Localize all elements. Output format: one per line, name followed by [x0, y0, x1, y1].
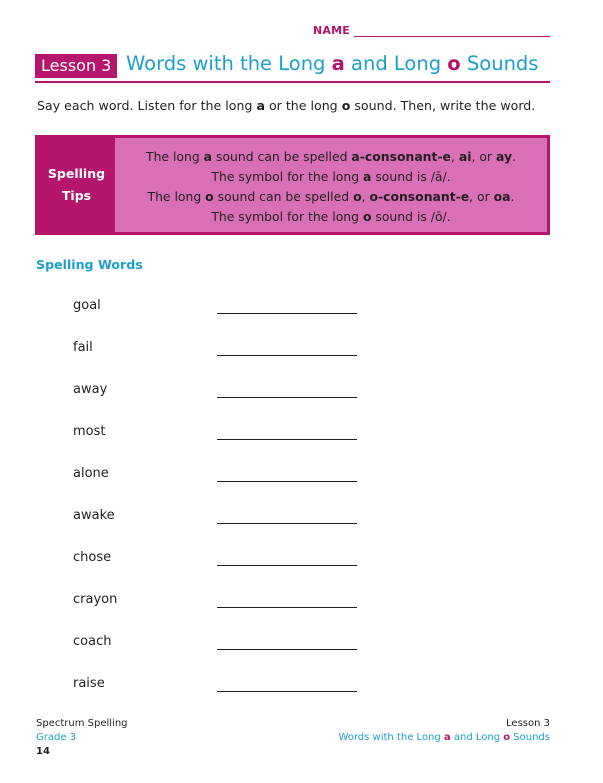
- tip-line-2: The symbol for the long a sound is /ā/.: [211, 169, 451, 184]
- spelling-tips-box: [35, 135, 550, 235]
- tip-line-3: The long o sound can be spelled o, o-consonant-e, or oa.: [147, 189, 515, 204]
- answer-line[interactable]: [217, 607, 357, 608]
- spelling-word: chose: [73, 550, 112, 565]
- spelling-word: awake: [73, 508, 115, 523]
- spelling-word: raise: [73, 676, 105, 691]
- answer-line[interactable]: [217, 691, 357, 692]
- answer-line[interactable]: [217, 439, 357, 440]
- word-row: [73, 340, 358, 362]
- spelling-words-heading: Spelling Words: [36, 257, 143, 272]
- answer-line[interactable]: [217, 481, 357, 482]
- footer-lesson: Lesson 3: [506, 718, 550, 729]
- word-row: [73, 382, 358, 404]
- word-row: [73, 298, 358, 320]
- spelling-tips-label: Spelling Tips: [38, 138, 115, 232]
- page-number: 14: [36, 746, 50, 757]
- book-title: Spectrum Spelling: [36, 718, 128, 729]
- answer-line[interactable]: [217, 565, 357, 566]
- lesson-header: [35, 54, 550, 83]
- spelling-word: alone: [73, 466, 109, 481]
- lesson-title: Words with the Long a and Long o Sounds: [126, 52, 539, 75]
- spelling-word: fail: [73, 340, 93, 355]
- word-row: [73, 634, 358, 656]
- spelling-word: away: [73, 382, 108, 397]
- word-row: [73, 424, 358, 446]
- spelling-word: most: [73, 424, 106, 439]
- word-row: [73, 508, 358, 530]
- word-row: [73, 466, 358, 488]
- tip-line-4: The symbol for the long o sound is /ō/.: [211, 209, 451, 224]
- tip-line-1: The long a sound can be spelled a-consonant-e, ai, or ay.: [146, 149, 516, 164]
- answer-line[interactable]: [217, 649, 357, 650]
- spelling-word: coach: [73, 634, 112, 649]
- spelling-word: crayon: [73, 592, 118, 607]
- lesson-badge: Lesson 3: [35, 54, 117, 78]
- footer-left: [36, 717, 128, 745]
- name-label: NAME: [313, 24, 350, 37]
- answer-line[interactable]: [217, 313, 357, 314]
- footer-subtitle: Words with the Long a and Long o Sounds: [338, 732, 550, 743]
- header-rule: [35, 81, 550, 83]
- name-write-line[interactable]: [354, 24, 550, 37]
- name-field: [313, 24, 550, 37]
- word-row: [73, 550, 358, 572]
- word-row: [73, 676, 358, 698]
- answer-line[interactable]: [217, 397, 357, 398]
- spelling-word: goal: [73, 298, 101, 313]
- spelling-tips-text: [115, 147, 547, 227]
- grade-label: Grade 3: [36, 732, 77, 743]
- instructions: Say each word. Listen for the long a or the long o sound. Then, write the word.: [37, 98, 536, 113]
- footer-right: [338, 717, 550, 745]
- word-row: [73, 592, 358, 614]
- answer-line[interactable]: [217, 355, 357, 356]
- answer-line[interactable]: [217, 523, 357, 524]
